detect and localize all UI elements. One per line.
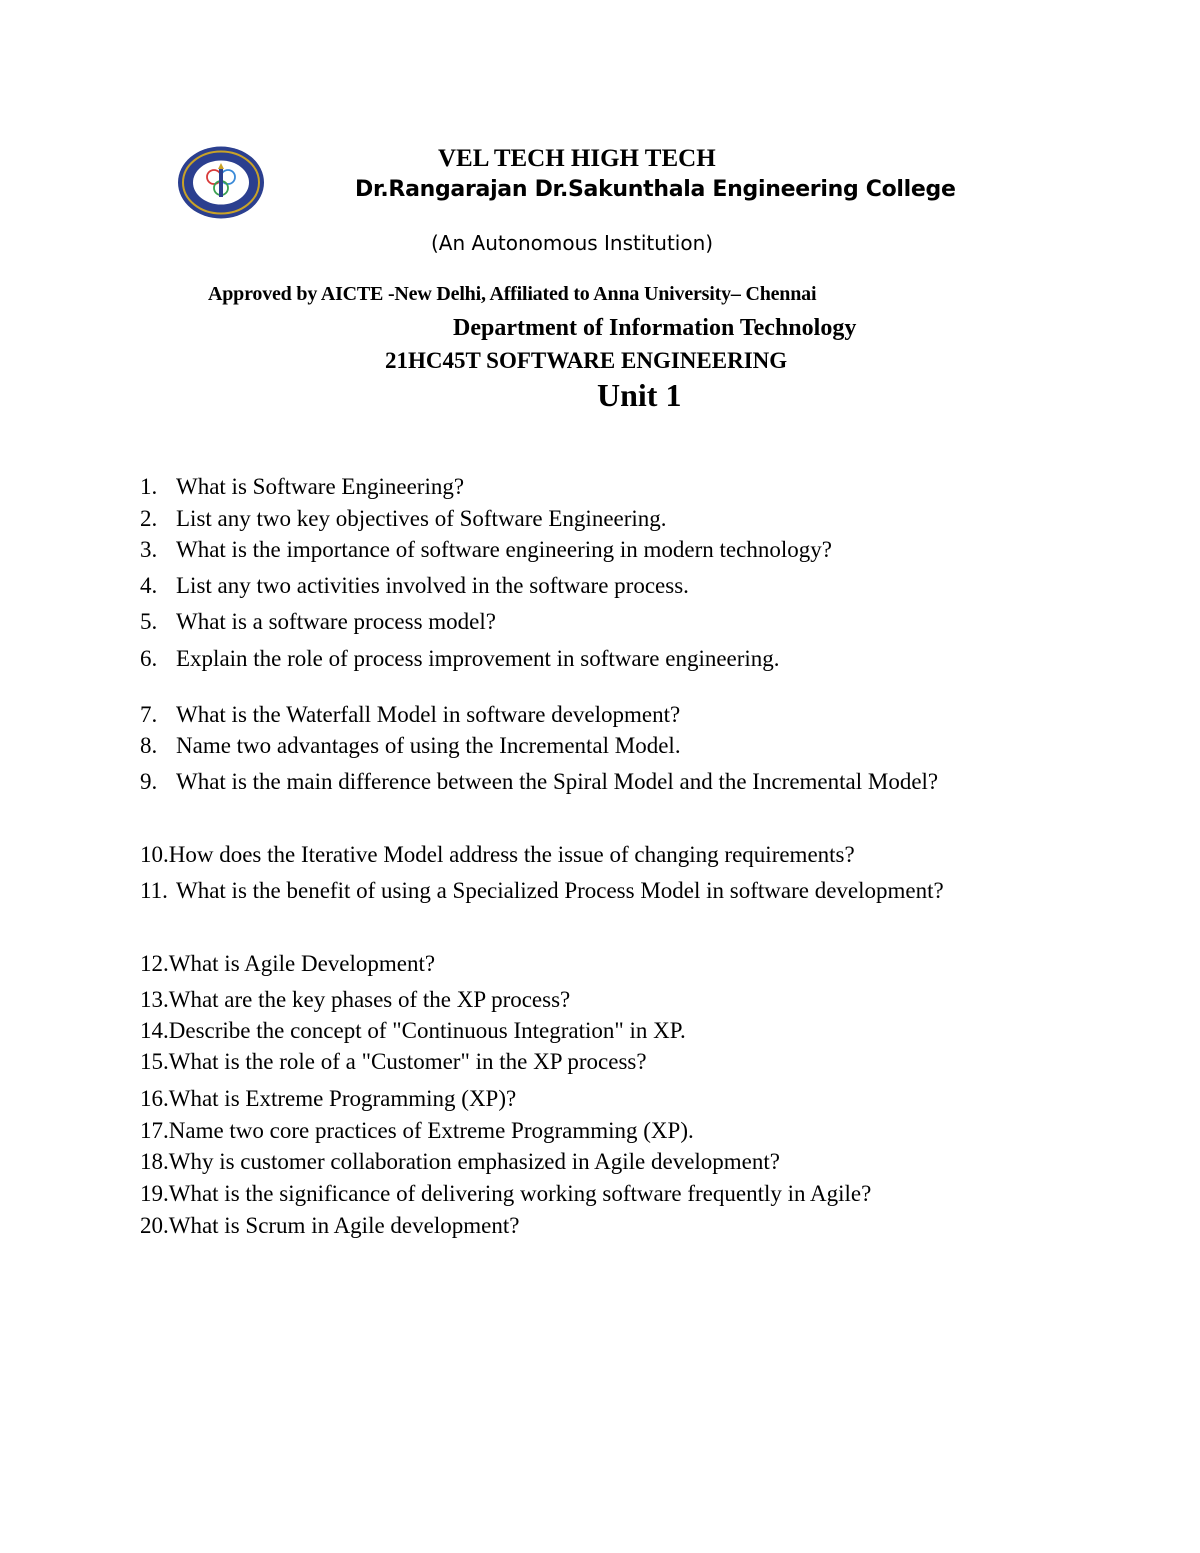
question-item	[140, 1081, 1040, 1117]
question-number: 2.	[140, 506, 158, 531]
question-item	[140, 1176, 1040, 1212]
question-item	[140, 568, 1040, 604]
question-number: 8.	[140, 733, 158, 758]
question-text: List any two key objectives of Software Engineering.	[176, 506, 667, 531]
question-text: List any two activities involved in the software process.	[176, 573, 689, 598]
question-item	[140, 946, 1040, 982]
question-text: What is Software Engineering?	[176, 474, 465, 499]
course-title: 21HC45T SOFTWARE ENGINEERING	[385, 348, 788, 373]
question-text: What are the key phases of the XP process?	[168, 987, 571, 1012]
question-number: 19.	[140, 1181, 169, 1206]
question-item	[140, 604, 1040, 640]
question-number: 10.	[140, 842, 169, 867]
question-number: 9.	[140, 769, 158, 794]
question-item	[140, 641, 1040, 677]
question-text: Name two core practices of Extreme Programming (XP).	[168, 1118, 694, 1143]
question-number: 16.	[140, 1086, 169, 1111]
question-text: What is the Waterfall Model in software development?	[176, 702, 681, 727]
question-number: 14.	[140, 1018, 169, 1043]
question-item	[140, 469, 1040, 505]
question-number: 6.	[140, 646, 158, 671]
approval-line: Approved by AICTE -New Delhi, Affiliated to Anna University– Chennai	[208, 283, 817, 305]
question-text: What is the benefit of using a Specialized Process Model in software development?	[176, 878, 944, 903]
question-number: 11.	[140, 878, 168, 903]
question-item	[140, 873, 1040, 909]
question-number: 17.	[140, 1118, 169, 1143]
question-text: What is the importance of software engineering in modern technology?	[176, 537, 832, 562]
question-item	[140, 837, 1040, 873]
question-text: Name two advantages of using the Incremental Model.	[176, 733, 681, 758]
question-text: Why is customer collaboration emphasized in Agile development?	[168, 1149, 780, 1174]
question-number: 13.	[140, 987, 169, 1012]
department-name: Department of Information Technology	[453, 315, 857, 341]
question-text: What is a software process model?	[176, 609, 496, 634]
question-text: What is the main difference between the Spiral Model and the Incremental Model?	[176, 769, 939, 794]
question-item	[140, 728, 1040, 764]
question-number: 4.	[140, 573, 158, 598]
question-number: 3.	[140, 537, 158, 562]
question-text: Explain the role of process improvement in software engineering.	[176, 646, 780, 671]
question-item	[140, 1144, 1040, 1180]
question-number: 18.	[140, 1149, 169, 1174]
question-text: What is the role of a "Customer" in the XP process?	[168, 1049, 647, 1074]
question-item	[140, 1208, 1040, 1244]
question-number: 1.	[140, 474, 158, 499]
question-item	[140, 764, 1040, 800]
college-name: Dr.Rangarajan Dr.Sakunthala Engineering College	[355, 177, 956, 202]
question-text: What is Scrum in Agile development?	[168, 1213, 520, 1238]
autonomous-status: (An Autonomous Institution)	[431, 231, 714, 255]
question-number: 7.	[140, 702, 158, 727]
question-number: 20.	[140, 1213, 169, 1238]
question-text: Describe the concept of "Continuous Integration" in XP.	[168, 1018, 686, 1043]
question-number: 5.	[140, 609, 158, 634]
question-text: What is Agile Development?	[168, 951, 436, 976]
unit-title: Unit 1	[597, 377, 682, 413]
question-number: 15.	[140, 1049, 169, 1074]
question-text: What is the significance of delivering working software frequently in Agile?	[168, 1181, 872, 1206]
college-seal-icon	[176, 145, 266, 220]
question-item	[140, 532, 1040, 568]
question-item	[140, 1044, 1040, 1080]
question-text: What is Extreme Programming (XP)?	[168, 1086, 517, 1111]
question-text: How does the Iterative Model address the issue of changing requirements?	[168, 842, 855, 867]
question-number: 12.	[140, 951, 169, 976]
institution-name: VEL TECH HIGH TECH	[438, 145, 716, 172]
